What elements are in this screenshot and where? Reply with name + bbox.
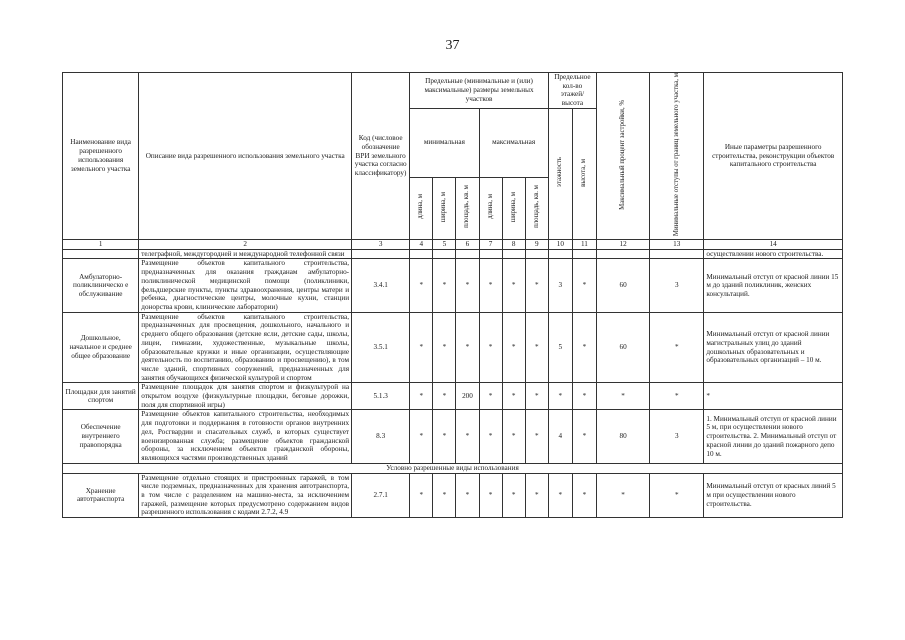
header-max-area: площадь, кв. м <box>525 177 548 239</box>
max-length-value: * <box>479 473 502 518</box>
use-name: Хранение автотранспорта <box>63 473 139 518</box>
setbacks-value: 3 <box>650 259 704 312</box>
header-description: Описание вида разрешенного использования земельного участка <box>139 73 352 240</box>
coverage-value <box>596 249 649 259</box>
max-length-value: * <box>479 312 502 383</box>
height-value: * <box>572 383 596 410</box>
use-name: Обеспечение внутреннего правопорядка <box>63 410 139 463</box>
header-min-area: площадь, кв. м <box>456 177 479 239</box>
use-code: 3.4.1 <box>352 259 410 312</box>
storeys-value: 5 <box>548 312 572 383</box>
section-title: Условно разрешенные виды использования <box>63 463 843 473</box>
column-number: 6 <box>456 239 479 249</box>
page-number: 37 <box>445 38 460 53</box>
other-parameters: * <box>704 383 843 410</box>
other-parameters: Минимальный отступ от красной линии 15 м до зданий поликлиник, женских консультаций. <box>704 259 843 312</box>
min-area-value: * <box>456 410 479 463</box>
column-number: 9 <box>525 239 548 249</box>
other-parameters: Минимальный отступ от красной линии магистральных улиц до зданий дошкольных образовательных и образовательных организаций – 10 м. <box>704 312 843 383</box>
setbacks-value <box>650 249 704 259</box>
coverage-value: * <box>596 473 649 518</box>
max-length-value <box>479 249 502 259</box>
min-length-value: * <box>410 410 433 463</box>
max-width-value: * <box>502 473 525 518</box>
max-area-value: * <box>525 473 548 518</box>
header-max-length: длина, м <box>479 177 502 239</box>
max-area-value <box>525 249 548 259</box>
section-row <box>63 463 843 473</box>
min-width-value: * <box>433 259 456 312</box>
use-code: 3.5.1 <box>352 312 410 383</box>
header-code: Код (числовое обозначение ВРИ земельного участка согласно классификатору) <box>352 73 410 240</box>
max-width-value: * <box>502 383 525 410</box>
use-name: Амбулаторно-поликлиническо е обслуживание <box>63 259 139 312</box>
min-length-value: * <box>410 383 433 410</box>
other-parameters: осуществлении нового строительства. <box>704 249 843 259</box>
setbacks-value: * <box>650 312 704 383</box>
use-code: 5.1.3 <box>352 383 410 410</box>
min-length-value: * <box>410 312 433 383</box>
min-width-value <box>433 249 456 259</box>
header-min-length: длина, м <box>410 177 433 239</box>
use-code <box>352 249 410 259</box>
table-row <box>63 249 843 259</box>
other-parameters: Минимальный отступ от красных линий 5 м при осуществлении нового строительства. <box>704 473 843 518</box>
storeys-value: 4 <box>548 410 572 463</box>
table-row <box>63 473 843 518</box>
min-area-value: * <box>456 473 479 518</box>
max-width-value <box>502 249 525 259</box>
column-number: 3 <box>352 239 410 249</box>
min-width-value: * <box>433 410 456 463</box>
height-value: * <box>572 473 596 518</box>
height-value: * <box>572 259 596 312</box>
header-other: Иные параметры разрешенного строительства, реконструкции объектов капитального строительства <box>704 73 843 240</box>
min-length-value: * <box>410 473 433 518</box>
max-length-value: * <box>479 259 502 312</box>
other-parameters: 1. Минимальный отступ от красной линии 5 м, при осуществлении нового строительства. 2. Минимальный отступ от красной линии до зданий пожарного депо 10 м. <box>704 410 843 463</box>
use-name <box>63 249 139 259</box>
max-width-value: * <box>502 410 525 463</box>
use-description: телеграфной, междугородней и международной телефонной связи <box>139 249 352 259</box>
use-description: Размещение отдельно стоящих и пристроенных гаражей, в том числе подземных, предназначенных для хранения автотранспорта, в том числе с разделением на машино-места, за исключением гаражей, размещение которых предусмотрено содержанием видов разрешенного использования с кодами 2.7.2, 4.9 <box>139 473 352 518</box>
column-number: 10 <box>548 239 572 249</box>
use-name: Дошкольное, начальное и среднее общее образование <box>63 312 139 383</box>
min-area-value <box>456 249 479 259</box>
column-number: 2 <box>139 239 352 249</box>
storeys-value <box>548 249 572 259</box>
max-area-value: * <box>525 312 548 383</box>
header-setbacks: Минимальные отступы от границ земельного участка, м <box>650 73 704 240</box>
use-code: 2.7.1 <box>352 473 410 518</box>
min-area-value: * <box>456 312 479 383</box>
min-length-value <box>410 249 433 259</box>
setbacks-value: * <box>650 383 704 410</box>
use-description: Размещение объектов капитального строительства, предназначенных для оказания гражданам амбулаторно-поликлинической медицинской помощи (поликлиники, фельдшерские пункты, пункты здравоохранения, центры матери и ребенка, диагностические центры, молочные кухни, станции донорства крови, клинические лаборатории) <box>139 259 352 312</box>
min-width-value: * <box>433 473 456 518</box>
header-max: максимальная <box>479 108 548 177</box>
min-width-value: * <box>433 383 456 410</box>
use-name: Площадки для занятий спортом <box>63 383 139 410</box>
height-value <box>572 249 596 259</box>
column-number-row <box>63 239 843 249</box>
max-width-value: * <box>502 259 525 312</box>
setbacks-value: * <box>650 473 704 518</box>
coverage-value: 60 <box>596 312 649 383</box>
use-description: Размещение объектов капитального строительства, предназначенных для просвещения, дошкольного, начального и среднего общего образования (детские ясли, детские сады, школы, лицеи, гимназии, художественные, музыкальные школы, образовательные кружки и иные организации, осуществляющие деятельность по воспитанию, образованию и просвещению), в том числе зданий, спортивных сооружений, предназначенных для занятия обучающихся физической культурой и спортом <box>139 312 352 383</box>
min-area-value: * <box>456 259 479 312</box>
header-max-width: ширина, м <box>502 177 525 239</box>
header-name: Наименование вида разрешенного использования земельного участка <box>63 73 139 240</box>
header-height: высота, м <box>572 108 596 239</box>
height-value: * <box>572 410 596 463</box>
max-area-value: * <box>525 259 548 312</box>
column-number: 5 <box>433 239 456 249</box>
header-coverage: Максимальный процент застройки, % <box>596 73 649 240</box>
column-number: 4 <box>410 239 433 249</box>
storeys-value: * <box>548 473 572 518</box>
land-use-regulations-table <box>62 72 843 518</box>
column-number: 8 <box>502 239 525 249</box>
setbacks-value: 3 <box>650 410 704 463</box>
column-number: 11 <box>572 239 596 249</box>
max-width-value: * <box>502 312 525 383</box>
use-description: Размещение объектов капитального строительства, необходимых для подготовки и поддержания в готовности органов внутренних дел, Росгвардии и спасательных служб, в которых существует военизированная служба; размещение объектов гражданской обороны, за исключением объектов гражданской обороны, являющихся частями производственных зданий <box>139 410 352 463</box>
table-row <box>63 259 843 312</box>
storeys-value: 3 <box>548 259 572 312</box>
header-min-width: ширина, м <box>433 177 456 239</box>
coverage-value: 60 <box>596 259 649 312</box>
column-number: 1 <box>63 239 139 249</box>
header-floors: Предельное кол-во этажей/ высота <box>548 73 596 109</box>
max-area-value: * <box>525 383 548 410</box>
height-value: * <box>572 312 596 383</box>
header-min: минимальная <box>410 108 479 177</box>
use-code: 8.3 <box>352 410 410 463</box>
coverage-value: 80 <box>596 410 649 463</box>
coverage-value: * <box>596 383 649 410</box>
min-length-value: * <box>410 259 433 312</box>
column-number: 13 <box>650 239 704 249</box>
min-area-value: 200 <box>456 383 479 410</box>
column-number: 7 <box>479 239 502 249</box>
header-storeys: этажность <box>548 108 572 239</box>
min-width-value: * <box>433 312 456 383</box>
max-area-value: * <box>525 410 548 463</box>
storeys-value: * <box>548 383 572 410</box>
use-description: Размещение площадок для занятия спортом и физкультурой на открытом воздухе (физкультурные площадки, беговые дорожки, поля для спортивной игры) <box>139 383 352 410</box>
max-length-value: * <box>479 410 502 463</box>
max-length-value: * <box>479 383 502 410</box>
column-number: 12 <box>596 239 649 249</box>
table-row <box>63 383 843 410</box>
header-sizes: Предельные (минимальные и (или) максимальные) размеры земельных участков <box>410 73 549 109</box>
table-row <box>63 410 843 463</box>
table-row <box>63 312 843 383</box>
column-number: 14 <box>704 239 843 249</box>
